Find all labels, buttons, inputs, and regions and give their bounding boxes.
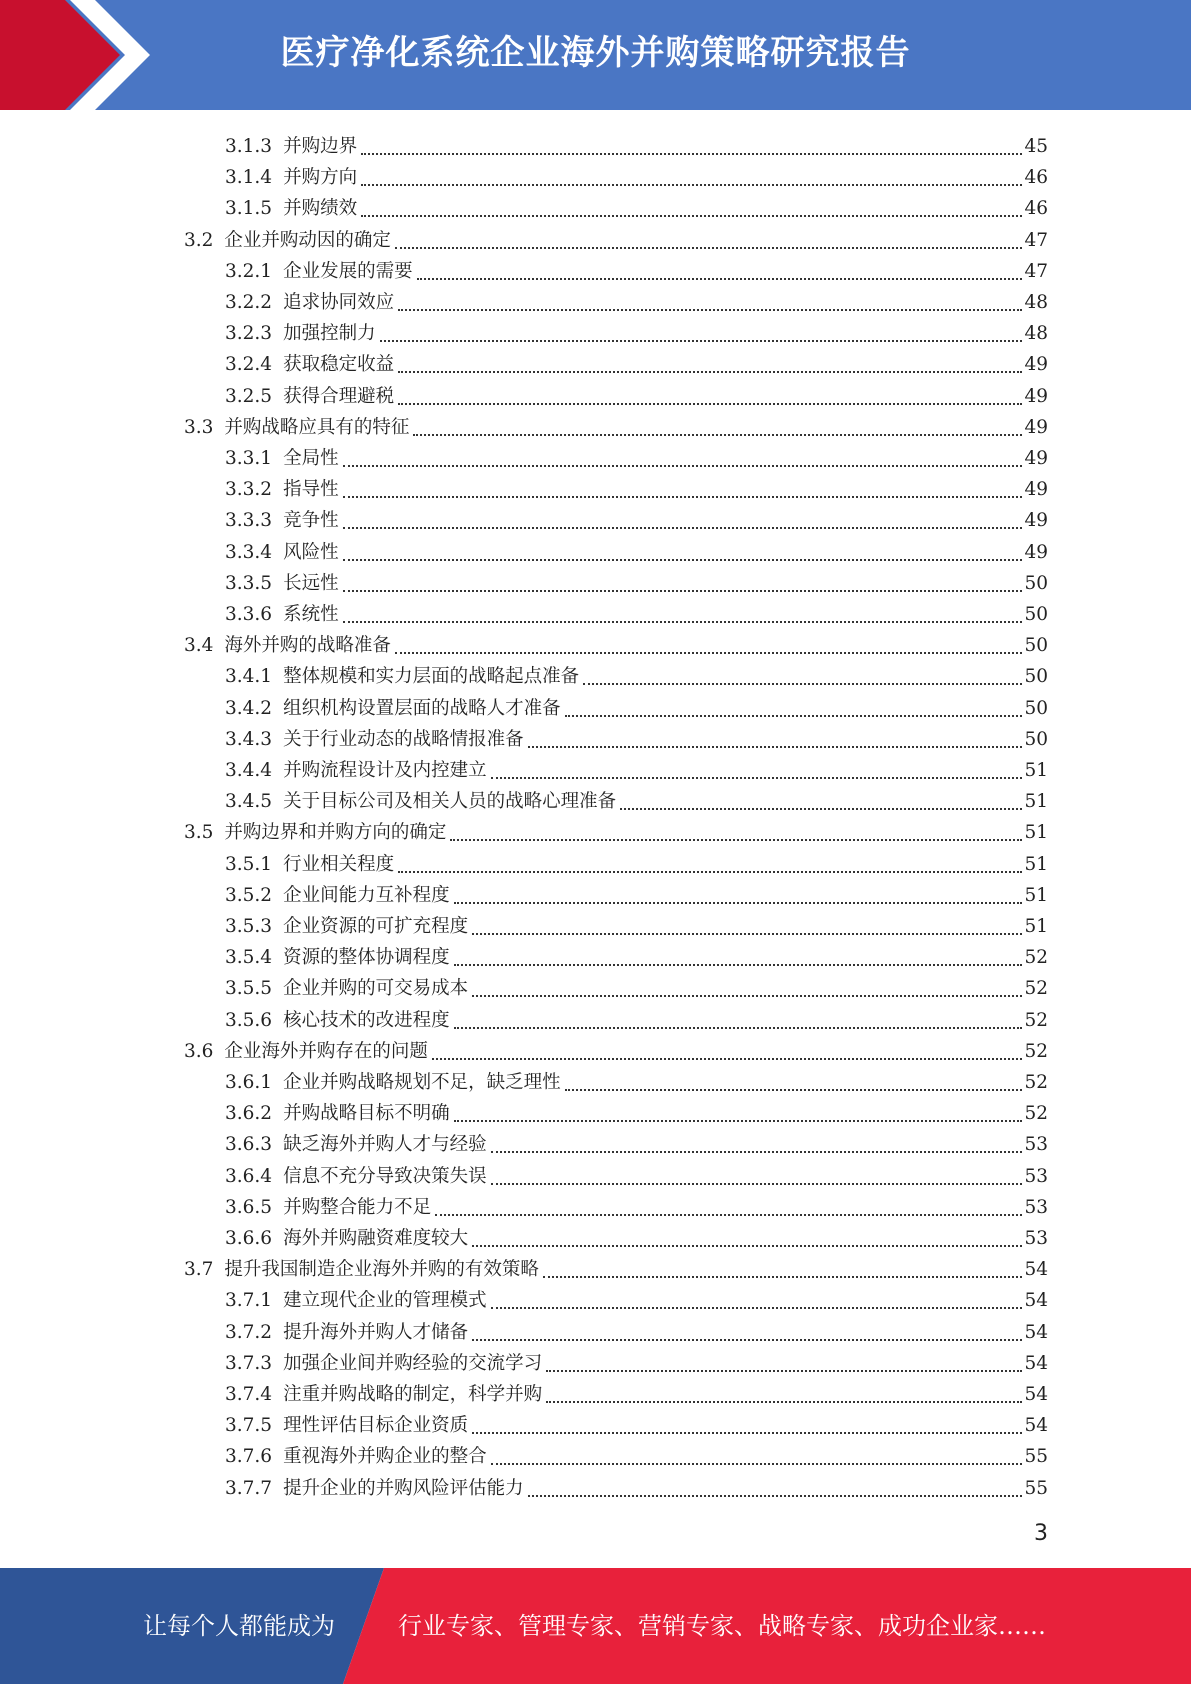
toc-dot-leader (491, 1463, 1023, 1465)
toc-entry-page: 50 (1024, 728, 1048, 750)
toc-dot-leader (565, 1089, 1023, 1091)
toc-entry[interactable] (225, 1190, 1048, 1221)
toc-entry-title: 获取稳定收益 (283, 354, 395, 376)
toc-entry-title: 并购边界 (283, 136, 358, 157)
toc-entry-number: 3.5.2 (225, 884, 273, 906)
toc-entry[interactable] (184, 1252, 1048, 1283)
toc-entry[interactable] (225, 441, 1048, 472)
toc-dot-leader (472, 1432, 1022, 1434)
toc-entry-title: 追求协同效应 (283, 292, 395, 313)
toc-entry-title: 系统性 (283, 604, 339, 625)
toc-entry-title: 提升我国制造企业海外并购的有效策略 (224, 1259, 539, 1281)
report-title: 医疗净化系统企业海外并购策略研究报告 (280, 33, 911, 73)
toc-dot-leader (361, 153, 1022, 155)
toc-entry-number: 3.7.5 (225, 1415, 273, 1437)
toc-entry-number: 3.2.3 (225, 323, 273, 345)
toc-dot-leader (454, 1027, 1023, 1029)
toc-entry-number: 3.7.1 (225, 1290, 273, 1312)
toc-dot-leader (491, 1151, 1023, 1153)
toc-entry-page: 54 (1024, 1259, 1048, 1281)
toc-entry-number: 3.2.5 (225, 385, 273, 407)
toc-entry-number: 3.5.3 (225, 916, 273, 937)
toc-entry-page: 52 (1024, 1103, 1048, 1125)
toc-dot-leader (620, 808, 1022, 810)
toc-dot-leader (583, 683, 1022, 685)
toc-entry[interactable] (225, 1439, 1048, 1470)
toc-entry-title: 信息不充分导致决策失误 (283, 1165, 487, 1187)
toc-entry[interactable] (225, 1315, 1048, 1346)
toc-entry-page: 49 (1024, 385, 1048, 407)
toc-entry-page: 53 (1024, 1134, 1048, 1156)
toc-dot-leader (546, 1370, 1022, 1372)
toc-dot-leader (343, 527, 1023, 529)
toc-entry-page: 50 (1024, 604, 1048, 625)
toc-entry[interactable] (225, 1471, 1048, 1502)
toc-entry-number: 3.4.5 (225, 791, 273, 813)
toc-entry[interactable] (225, 1221, 1048, 1252)
toc-entry-number: 3.4.2 (225, 697, 273, 719)
toc-dot-leader (472, 1339, 1022, 1341)
toc-entry-number: 3.5.1 (225, 853, 273, 875)
toc-entry[interactable] (225, 1346, 1048, 1377)
toc-entry-title: 资源的整体协调程度 (283, 947, 450, 969)
toc-entry-title: 建立现代企业的管理模式 (283, 1290, 487, 1312)
toc-dot-leader (398, 871, 1022, 873)
toc-entry-number: 3.3.1 (225, 448, 273, 469)
toc-entry[interactable] (225, 847, 1048, 878)
toc-entry-page: 49 (1024, 541, 1048, 563)
toc-entry[interactable] (225, 285, 1048, 316)
toc-entry-page: 51 (1024, 791, 1048, 813)
toc-entry-number: 3.7.6 (225, 1446, 273, 1468)
toc-entry-page: 55 (1024, 1477, 1048, 1499)
toc-entry-number: 3.6.3 (225, 1134, 273, 1156)
toc-dot-leader (472, 995, 1022, 997)
toc-entry-page: 53 (1024, 1165, 1048, 1187)
toc-entry-title: 企业间能力互补程度 (283, 884, 450, 906)
toc-entry-page: 52 (1024, 1040, 1048, 1062)
toc-entry-number: 3.4.1 (225, 666, 273, 688)
toc-dot-leader (398, 371, 1022, 373)
toc-entry-number: 3.4.3 (225, 728, 273, 750)
toc-entry[interactable] (225, 472, 1048, 503)
toc-entry-number: 3.7.2 (225, 1321, 273, 1343)
toc-entry-title: 获得合理避税 (283, 385, 395, 407)
toc-entry-page: 52 (1024, 978, 1048, 1000)
toc-entry-number: 3.7.3 (225, 1352, 273, 1374)
page-number: 3 (1034, 1521, 1048, 1546)
toc-entry-title: 组织机构设置层面的战略人才准备 (283, 697, 561, 719)
toc-dot-leader (343, 496, 1023, 498)
toc-entry[interactable] (225, 971, 1048, 1002)
toc-entry-page: 54 (1024, 1352, 1048, 1374)
toc-entry[interactable] (225, 129, 1048, 160)
toc-entry-title: 重视海外并购企业的整合 (283, 1446, 487, 1468)
toc-entry-number: 3.3.4 (225, 541, 273, 563)
toc-entry[interactable] (225, 691, 1048, 722)
toc-entry-page: 52 (1024, 1009, 1048, 1031)
toc-dot-leader (398, 309, 1022, 311)
toc-entry-page: 51 (1024, 822, 1048, 844)
page-footer (0, 1568, 1191, 1684)
toc-entry-title: 企业并购动因的确定 (224, 229, 391, 251)
toc-entry-title: 并购绩效 (283, 198, 358, 220)
toc-entry-title: 长远性 (283, 572, 339, 594)
page-header (0, 0, 1191, 110)
toc-entry-number: 3.2.4 (225, 354, 273, 376)
toc-entry-page: 50 (1024, 635, 1048, 657)
toc-entry-title: 指导性 (283, 479, 339, 501)
toc-entry-number: 3.5.5 (225, 978, 273, 1000)
toc-entry-title: 理性评估目标企业资质 (283, 1415, 469, 1437)
toc-entry-number: 3.5.4 (225, 947, 273, 969)
toc-entry-title: 企业资源的可扩充程度 (283, 916, 469, 937)
toc-entry-page: 54 (1024, 1290, 1048, 1312)
toc-entry[interactable] (225, 1283, 1048, 1314)
toc-entry-title: 关于目标公司及相关人员的战略心理准备 (283, 791, 617, 813)
toc-entry-title: 注重并购战略的制定，科学并购 (283, 1384, 543, 1405)
toc-dot-leader (413, 434, 1022, 436)
toc-entry-title: 整体规模和实力层面的战略起点准备 (283, 666, 580, 688)
toc-dot-leader (491, 777, 1023, 779)
toc-entry-page: 46 (1024, 198, 1048, 220)
toc-entry[interactable] (225, 1127, 1048, 1158)
toc-entry-page: 52 (1024, 1072, 1048, 1093)
toc-dot-leader (343, 621, 1023, 623)
toc-entry[interactable] (225, 597, 1048, 628)
toc-entry-number: 3.1.5 (225, 198, 273, 220)
toc-entry[interactable] (225, 1377, 1048, 1408)
toc-entry-page: 49 (1024, 448, 1048, 469)
toc-entry-title: 企业并购的可交易成本 (283, 978, 469, 1000)
toc-entry[interactable] (225, 1408, 1048, 1439)
toc-entry-title: 并购整合能力不足 (283, 1196, 432, 1218)
toc-entry-number: 3.2 (184, 229, 214, 251)
toc-dot-leader (343, 559, 1023, 561)
toc-entry-title: 并购战略目标不明确 (283, 1103, 450, 1125)
toc-entry-page: 50 (1024, 697, 1048, 719)
toc-entry-page: 49 (1024, 416, 1048, 438)
toc-dot-leader (543, 1276, 1023, 1278)
toc-entry[interactable] (225, 566, 1048, 597)
toc-entry-number: 3.3.5 (225, 572, 273, 594)
toc-entry[interactable] (184, 223, 1048, 254)
toc-dot-leader (432, 1058, 1023, 1060)
toc-dot-leader (491, 1307, 1023, 1309)
toc-entry-page: 53 (1024, 1228, 1048, 1249)
toc-entry-page: 51 (1024, 760, 1048, 781)
toc-dot-leader (454, 964, 1023, 966)
toc-entry-page: 48 (1024, 323, 1048, 345)
toc-entry-page: 54 (1024, 1415, 1048, 1437)
toc-entry[interactable] (225, 1159, 1048, 1190)
toc-entry-page: 51 (1024, 916, 1048, 937)
toc-entry-number: 3.5.6 (225, 1009, 273, 1031)
toc-entry-page: 54 (1024, 1384, 1048, 1405)
toc-dot-leader (454, 1120, 1023, 1122)
toc-entry[interactable] (225, 254, 1048, 285)
toc-entry[interactable] (184, 1034, 1048, 1065)
toc-entry-page: 52 (1024, 947, 1048, 969)
toc-entry[interactable] (225, 503, 1048, 534)
toc-entry-title: 并购方向 (283, 167, 358, 189)
toc-entry-page: 50 (1024, 666, 1048, 688)
toc-entry-number: 3.6 (184, 1040, 214, 1062)
toc-entry[interactable] (184, 628, 1048, 659)
toc-dot-leader (528, 746, 1023, 748)
toc-entry-page: 53 (1024, 1196, 1048, 1218)
toc-entry[interactable] (225, 659, 1048, 690)
toc-entry[interactable] (225, 1096, 1048, 1127)
toc-dot-leader (380, 340, 1023, 342)
toc-entry-title: 企业发展的需要 (283, 260, 413, 282)
toc-entry-number: 3.1.4 (225, 167, 273, 189)
toc-entry-page: 48 (1024, 292, 1048, 313)
toc-entry[interactable] (184, 410, 1048, 441)
toc-dot-leader (361, 215, 1022, 217)
toc-entry[interactable] (184, 815, 1048, 846)
toc-entry-number: 3.4.4 (225, 760, 273, 781)
toc-dot-leader (528, 1495, 1023, 1497)
toc-entry[interactable] (225, 909, 1048, 940)
toc-entry-number: 3.3 (184, 416, 214, 438)
toc-entry-page: 51 (1024, 853, 1048, 875)
toc-entry-number: 3.6.1 (225, 1072, 273, 1093)
toc-entry-title: 风险性 (283, 541, 339, 563)
toc-entry-title: 并购战略应具有的特征 (224, 416, 410, 438)
toc-entry-title: 关于行业动态的战略情报准备 (283, 728, 524, 750)
toc-entry-number: 3.3.2 (225, 479, 273, 501)
footer-slogan-right: 行业专家、管理专家、营销专家、战略专家、成功企业家…… (398, 1612, 1046, 1640)
toc-entry[interactable] (225, 722, 1048, 753)
toc-entry-number: 3.6.4 (225, 1165, 273, 1187)
toc-entry-number: 3.7.4 (225, 1384, 273, 1405)
toc-entry-title: 全局性 (283, 448, 339, 469)
toc-entry-number: 3.4 (184, 635, 214, 657)
toc-entry-number: 3.1.3 (225, 136, 273, 157)
toc-entry[interactable] (225, 753, 1048, 784)
toc-entry-title: 并购流程设计及内控建立 (283, 760, 487, 781)
toc-entry-title: 加强企业间并购经验的交流学习 (283, 1352, 543, 1374)
toc-dot-leader (417, 278, 1023, 280)
toc-dot-leader (343, 465, 1023, 467)
toc-dot-leader (361, 184, 1022, 186)
toc-dot-leader (450, 839, 1022, 841)
toc-dot-leader (435, 1214, 1022, 1216)
toc-entry-title: 核心技术的改进程度 (283, 1009, 450, 1031)
toc-entry-title: 加强控制力 (283, 323, 376, 345)
toc-entry-title: 提升企业的并购风险评估能力 (283, 1477, 524, 1499)
toc-entry[interactable] (225, 784, 1048, 815)
toc-entry[interactable] (225, 535, 1048, 566)
toc-entry-title: 竞争性 (283, 510, 339, 532)
toc-entry-number: 3.5 (184, 822, 214, 844)
toc-entry-number: 3.2.2 (225, 292, 273, 313)
toc-dot-leader (395, 247, 1023, 249)
toc-entry-page: 49 (1024, 510, 1048, 532)
toc-entry-page: 49 (1024, 354, 1048, 376)
toc-dot-leader (565, 715, 1023, 717)
toc-entry-page: 49 (1024, 479, 1048, 501)
toc-entry-number: 3.6.6 (225, 1228, 273, 1249)
toc-entry-number: 3.7.7 (225, 1477, 273, 1499)
toc-entry-number: 3.3.6 (225, 604, 273, 625)
toc-entry-number: 3.3.3 (225, 510, 273, 532)
toc-entry-title: 并购边界和并购方向的确定 (224, 822, 447, 844)
toc-entry-page: 46 (1024, 167, 1048, 189)
toc-entry[interactable] (225, 940, 1048, 971)
toc-dot-leader (395, 652, 1023, 654)
toc-entry[interactable] (225, 316, 1048, 347)
toc-entry-page: 51 (1024, 884, 1048, 906)
toc-entry-page: 47 (1024, 229, 1048, 251)
toc-entry-page: 47 (1024, 260, 1048, 282)
toc-entry-page: 54 (1024, 1321, 1048, 1343)
toc-dot-leader (491, 1183, 1023, 1185)
toc-entry-title: 行业相关程度 (283, 853, 395, 875)
toc-entry[interactable] (225, 347, 1048, 378)
toc-entry-number: 3.6.2 (225, 1103, 273, 1125)
toc-entry-number: 3.2.1 (225, 260, 273, 282)
toc-entry-number: 3.6.5 (225, 1196, 273, 1218)
footer-slogan-left: 让每个人都能成为 (143, 1612, 335, 1640)
toc-dot-leader (398, 403, 1022, 405)
toc-entry-number: 3.7 (184, 1259, 214, 1281)
toc-entry-title: 提升海外并购人才储备 (283, 1321, 469, 1343)
toc-entry-title: 企业海外并购存在的问题 (224, 1040, 428, 1062)
toc-entry[interactable] (225, 1065, 1048, 1096)
toc-entry[interactable] (225, 379, 1048, 410)
toc-entry[interactable] (225, 160, 1048, 191)
toc-entry[interactable] (225, 878, 1048, 909)
toc-dot-leader (546, 1401, 1022, 1403)
toc-entry-title: 企业并购战略规划不足，缺乏理性 (283, 1072, 561, 1093)
toc-entry-title: 海外并购融资难度较大 (283, 1228, 469, 1249)
toc-entry-page: 50 (1024, 572, 1048, 594)
toc-dot-leader (472, 1245, 1022, 1247)
toc-entry-title: 缺乏海外并购人才与经验 (283, 1134, 487, 1156)
toc-dot-leader (454, 902, 1023, 904)
toc-entry-page: 55 (1024, 1446, 1048, 1468)
toc-entry-title: 海外并购的战略准备 (224, 635, 391, 657)
toc-entry[interactable] (225, 191, 1048, 222)
toc-dot-leader (472, 933, 1022, 935)
toc-entry[interactable] (225, 1003, 1048, 1034)
toc-dot-leader (343, 590, 1023, 592)
toc-entry-page: 45 (1024, 136, 1048, 157)
